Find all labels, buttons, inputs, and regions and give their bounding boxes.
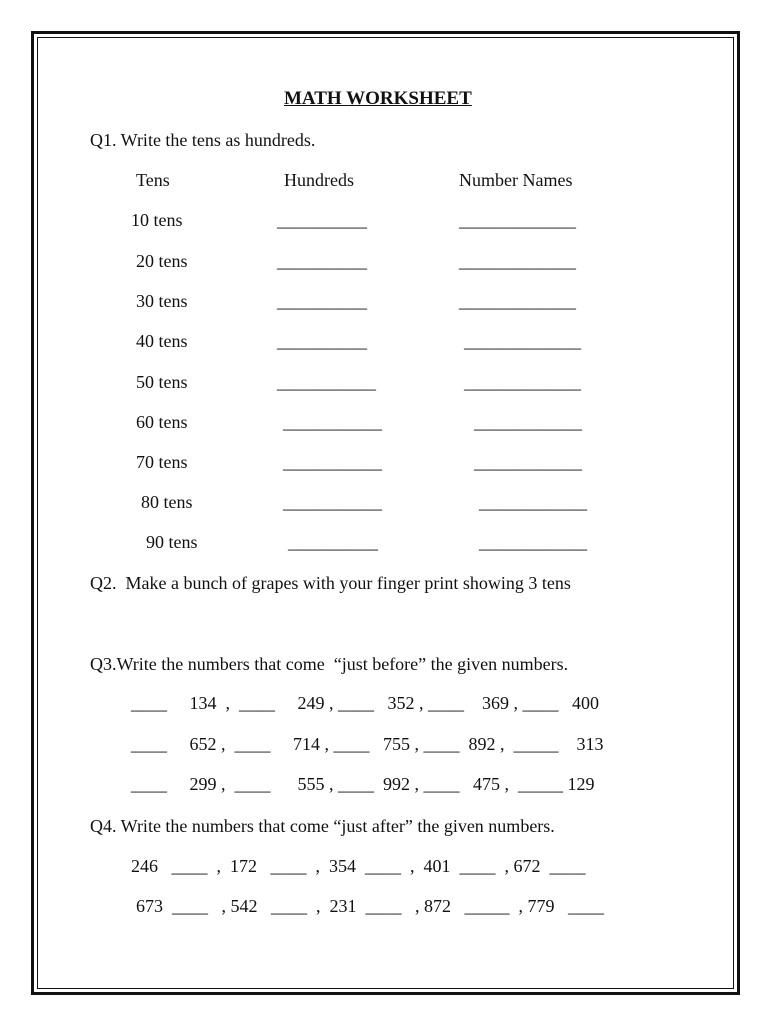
row-tens-label: 80 tens: [141, 492, 193, 512]
number-name-answer-blank[interactable]: _____________: [464, 331, 581, 351]
q3-question: Q3.Write the numbers that come “just before” the given numbers.: [90, 654, 569, 674]
hundreds-answer-blank[interactable]: ___________: [283, 412, 382, 432]
header-number-names: Number Names: [459, 170, 573, 190]
number-name-answer-blank[interactable]: _____________: [459, 210, 576, 230]
number-name-answer-blank[interactable]: _____________: [464, 372, 581, 392]
hundreds-answer-blank[interactable]: __________: [277, 331, 367, 351]
row-tens-label: 70 tens: [136, 452, 188, 472]
row-tens-label: 10 tens: [131, 210, 183, 230]
row-tens-label: 50 tens: [136, 372, 188, 392]
number-name-answer-blank[interactable]: ____________: [479, 532, 587, 552]
q3-answer-line[interactable]: ____ 134 , ____ 249 , ____ 352 , ____ 369 , ____ 400: [131, 693, 599, 713]
row-tens-label: 40 tens: [136, 331, 188, 351]
row-tens-label: 90 tens: [146, 532, 198, 552]
number-name-answer-blank[interactable]: ____________: [474, 452, 582, 472]
hundreds-answer-blank[interactable]: __________: [277, 291, 367, 311]
hundreds-answer-blank[interactable]: __________: [288, 532, 378, 552]
header-tens: Tens: [136, 170, 170, 190]
row-tens-label: 30 tens: [136, 291, 188, 311]
worksheet-title: MATH WORKSHEET: [284, 88, 472, 109]
q3-answer-line[interactable]: ____ 299 , ____ 555 , ____ 992 , ____ 475 , _____ 129: [131, 774, 595, 794]
number-name-answer-blank[interactable]: ____________: [479, 492, 587, 512]
q4-question: Q4. Write the numbers that come “just after” the given numbers.: [90, 816, 555, 836]
row-tens-label: 20 tens: [136, 251, 188, 271]
hundreds-answer-blank[interactable]: __________: [277, 210, 367, 230]
hundreds-answer-blank[interactable]: ___________: [283, 452, 382, 472]
q4-answer-line[interactable]: 246 ____ , 172 ____ , 354 ____ , 401 ____ , 672 ____: [131, 856, 586, 876]
hundreds-answer-blank[interactable]: ___________: [277, 372, 376, 392]
hundreds-answer-blank[interactable]: ___________: [283, 492, 382, 512]
number-name-answer-blank[interactable]: _____________: [459, 251, 576, 271]
number-name-answer-blank[interactable]: _____________: [459, 291, 576, 311]
q1-question: Q1. Write the tens as hundreds.: [90, 130, 316, 150]
number-name-answer-blank[interactable]: ____________: [474, 412, 582, 432]
q2-question: Q2. Make a bunch of grapes with your finger print showing 3 tens: [90, 573, 571, 593]
row-tens-label: 60 tens: [136, 412, 188, 432]
header-hundreds: Hundreds: [284, 170, 354, 190]
hundreds-answer-blank[interactable]: __________: [277, 251, 367, 271]
q4-answer-line[interactable]: 673 ____ , 542 ____ , 231 ____ , 872 _____ , 779 ____: [136, 896, 604, 916]
q3-answer-line[interactable]: ____ 652 , ____ 714 , ____ 755 , ____ 892 , _____ 313: [131, 734, 604, 754]
